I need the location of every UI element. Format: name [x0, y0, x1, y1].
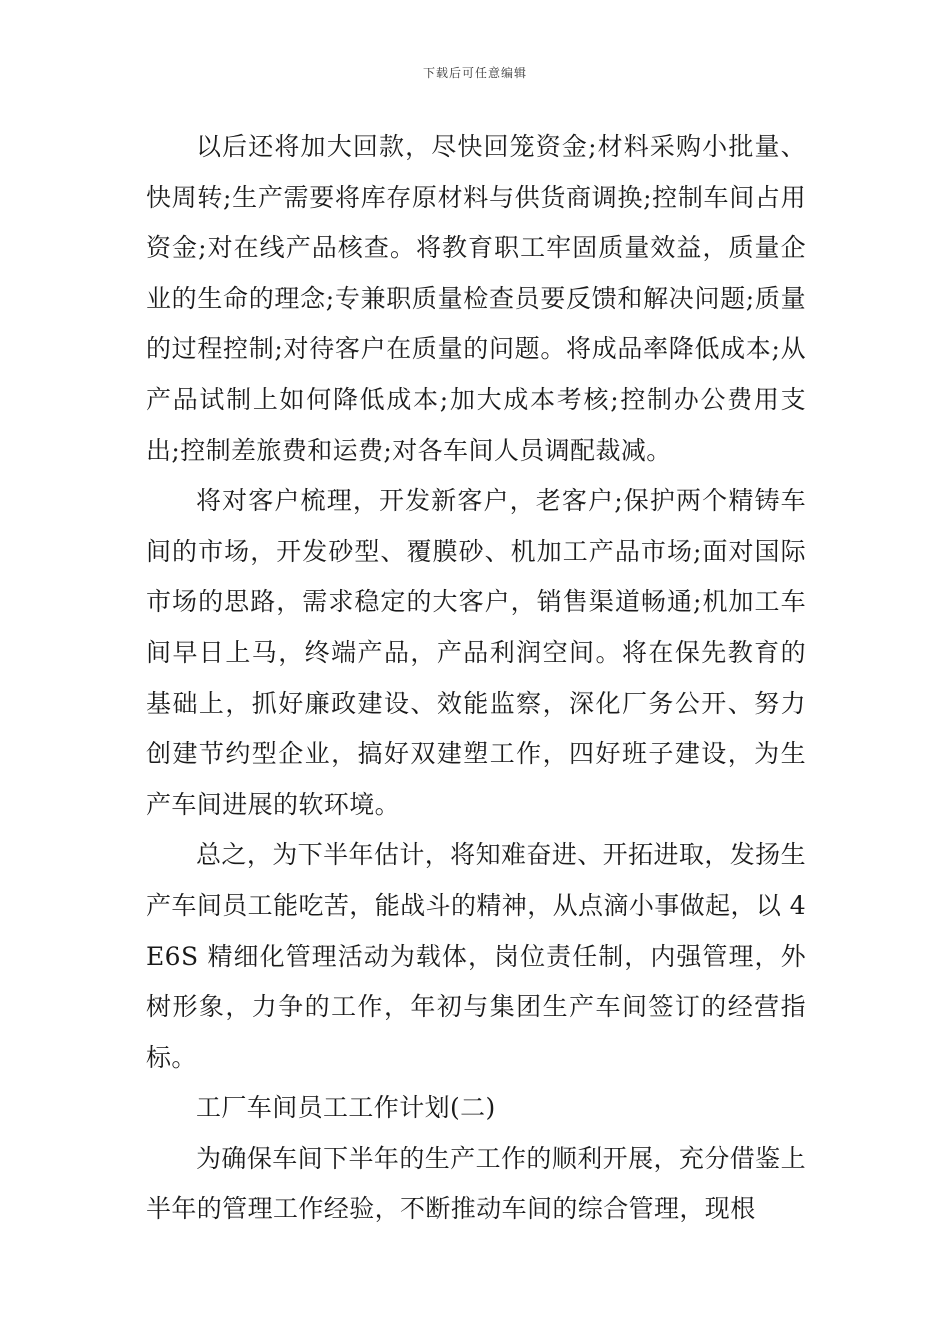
section-heading: 工厂车间员工工作计划(二) [196, 1093, 496, 1123]
page-header-note: 下载后可任意编辑 [422, 66, 527, 80]
paragraph-cost-control: 以后还将加大回款，尽快回笼资金;材料采购小批量、快周转;生产需要将库存原材料与供货商调换;控制车间占用资金;对在线产品核查。将教育职工牢固质量效益，质量企业的生命的理念;专兼职质量检查员要反馈和解决问题;质量的过程控制;对待客户在质量的问题。将成品率降低成本;从产品试制上如何降低成本;加大成本考核;控制办公费用支出;控制差旅费和运费;对各车间人员调配裁减。 [146, 132, 806, 465]
paragraph-conclusion: 总之，为下半年估计，将知难奋进、开拓进取，发扬生产车间员工能吃苦，能战斗的精神，从点滴小事做起，以 4E6S 精细化管理活动为载体，岗位责任制，内强管理，外树形象，力争的工作，年初与集团生产车间签订的经营指标。 [146, 840, 806, 1072]
paragraph-market-development: 将对客户梳理，开发新客户，老客户;保护两个精铸车间的市场，开发砂型、覆膜砂、机加工产品市场;面对国际市场的思路，需求稳定的大客户，销售渠道畅通;机加工车间早日上马，终端产品，产品利润空间。将在保先教育的基础上，抓好廉政建设、效能监察，深化厂务公开、努力创建节约型企业，搞好双建塑工作，四好班子建设，为生产车间进展的软环境。 [146, 486, 806, 819]
document-body [146, 122, 806, 1235]
paragraph-plan-intro: 为确保车间下半年的生产工作的顺利开展，充分借鉴上半年的管理工作经验，不断推动车间的综合管理，现根 [146, 1143, 806, 1224]
